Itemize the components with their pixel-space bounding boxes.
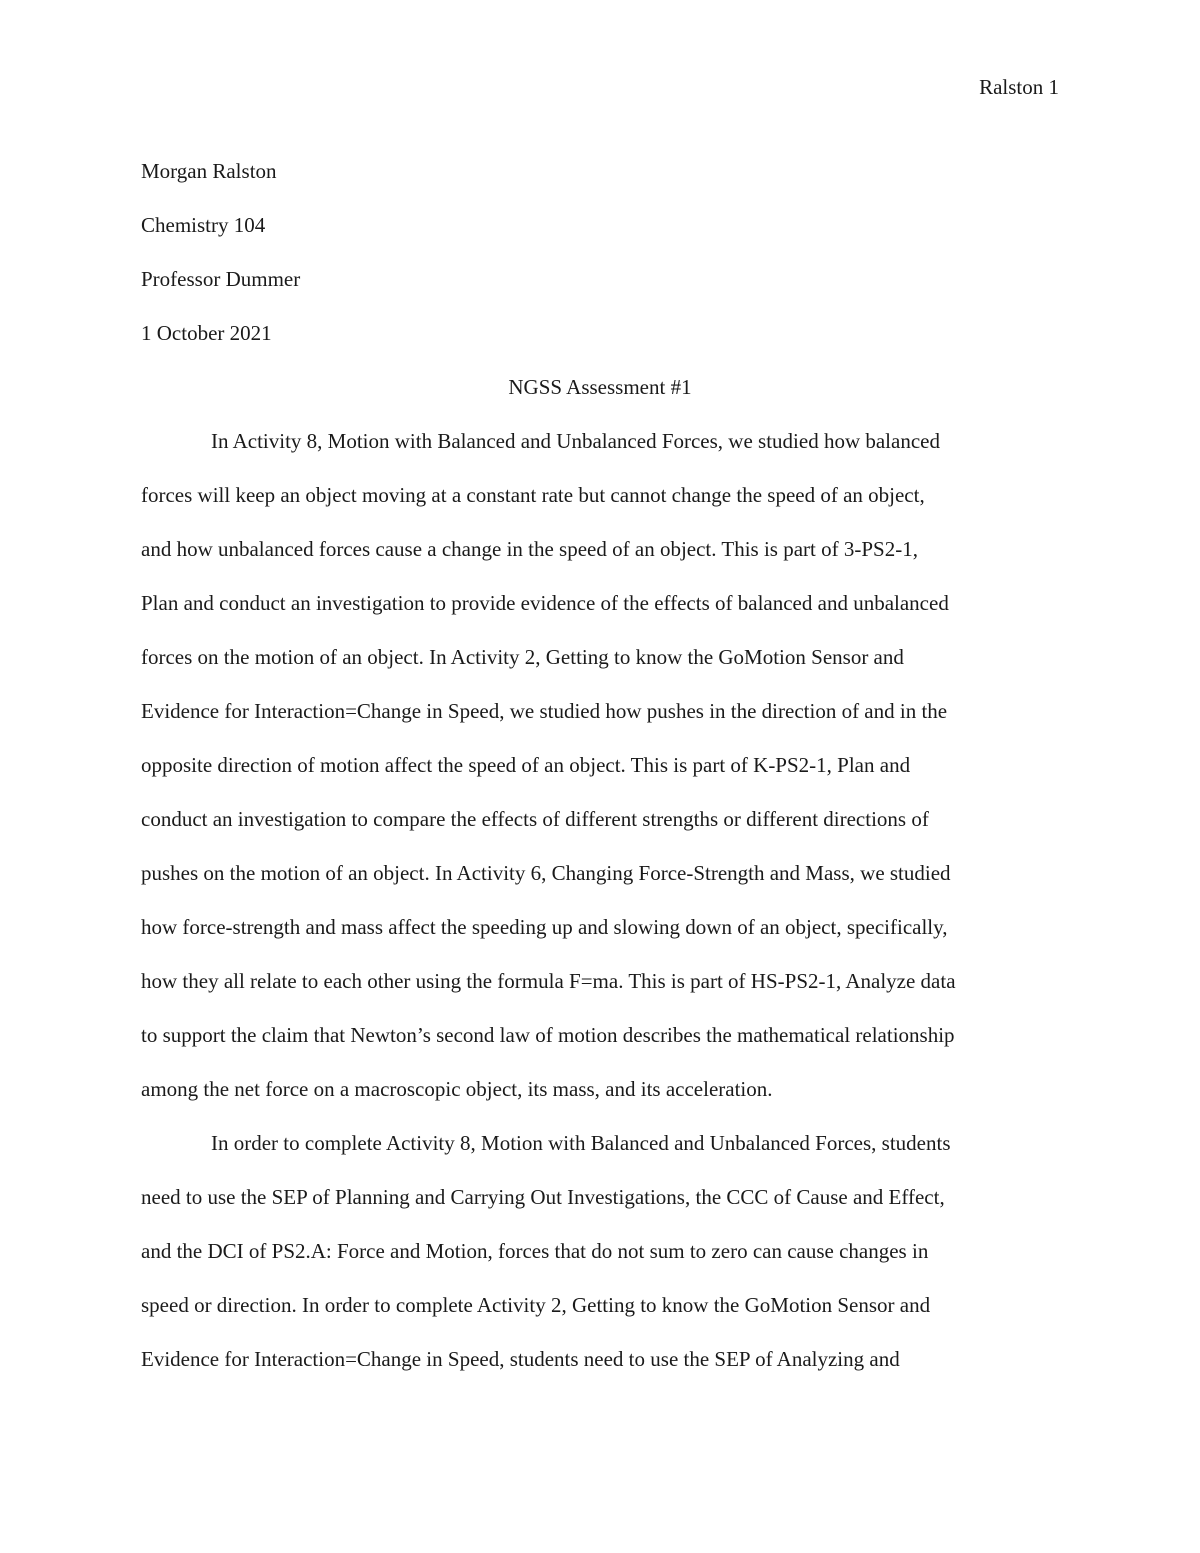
paragraph-line: forces on the motion of an object. In Activity 2, Getting to know the GoMotion Sensor and <box>141 645 904 669</box>
paragraph-line: and how unbalanced forces cause a change in the speed of an object. This is part of 3-PS2-1, <box>141 537 918 561</box>
paragraph-line: In order to complete Activity 8, Motion with Balanced and Unbalanced Forces, students <box>211 1131 951 1155</box>
paragraph-line: and the DCI of PS2.A: Force and Motion, forces that do not sum to zero can cause changes in <box>141 1239 929 1263</box>
paragraph-line: opposite direction of motion affect the speed of an object. This is part of K-PS2-1, Plan and <box>141 753 911 777</box>
running-head: Ralston 1 <box>979 75 1059 99</box>
document-body <box>141 144 1059 1386</box>
paragraph-line: how force-strength and mass affect the speeding up and slowing down of an object, specifically, <box>141 915 948 939</box>
course-name: Chemistry 104 <box>141 213 266 237</box>
paragraph-line: conduct an investigation to compare the effects of different strengths or different directions of <box>141 807 929 831</box>
paragraph-line: Evidence for Interaction=Change in Speed, we studied how pushes in the direction of and in the <box>141 699 948 723</box>
document-date: 1 October 2021 <box>141 321 272 345</box>
paragraph-line: pushes on the motion of an object. In Activity 6, Changing Force-Strength and Mass, we studied <box>141 861 951 885</box>
paragraph-line: how they all relate to each other using the formula F=ma. This is part of HS-PS2-1, Analyze data <box>141 969 956 993</box>
paragraph-line: Plan and conduct an investigation to provide evidence of the effects of balanced and unbalanced <box>141 591 949 615</box>
paragraph-line: need to use the SEP of Planning and Carrying Out Investigations, the CCC of Cause and Effect, <box>141 1185 945 1209</box>
paragraph-line: speed or direction. In order to complete Activity 2, Getting to know the GoMotion Sensor and <box>141 1293 931 1317</box>
paragraph-line: forces will keep an object moving at a constant rate but cannot change the speed of an object, <box>141 483 925 507</box>
paragraph-2 <box>141 1116 1059 1386</box>
professor-name: Professor Dummer <box>141 267 301 291</box>
paragraph-line: In Activity 8, Motion with Balanced and Unbalanced Forces, we studied how balanced <box>211 429 940 453</box>
paragraph-line: to support the claim that Newton’s second law of motion describes the mathematical relationship <box>141 1023 955 1047</box>
paragraph-1 <box>141 414 1059 1116</box>
document-title: NGSS Assessment #1 <box>508 375 692 399</box>
author-name: Morgan Ralston <box>141 159 277 183</box>
paragraph-line: Evidence for Interaction=Change in Speed, students need to use the SEP of Analyzing and <box>141 1347 900 1371</box>
paragraph-line: among the net force on a macroscopic object, its mass, and its acceleration. <box>141 1077 773 1101</box>
